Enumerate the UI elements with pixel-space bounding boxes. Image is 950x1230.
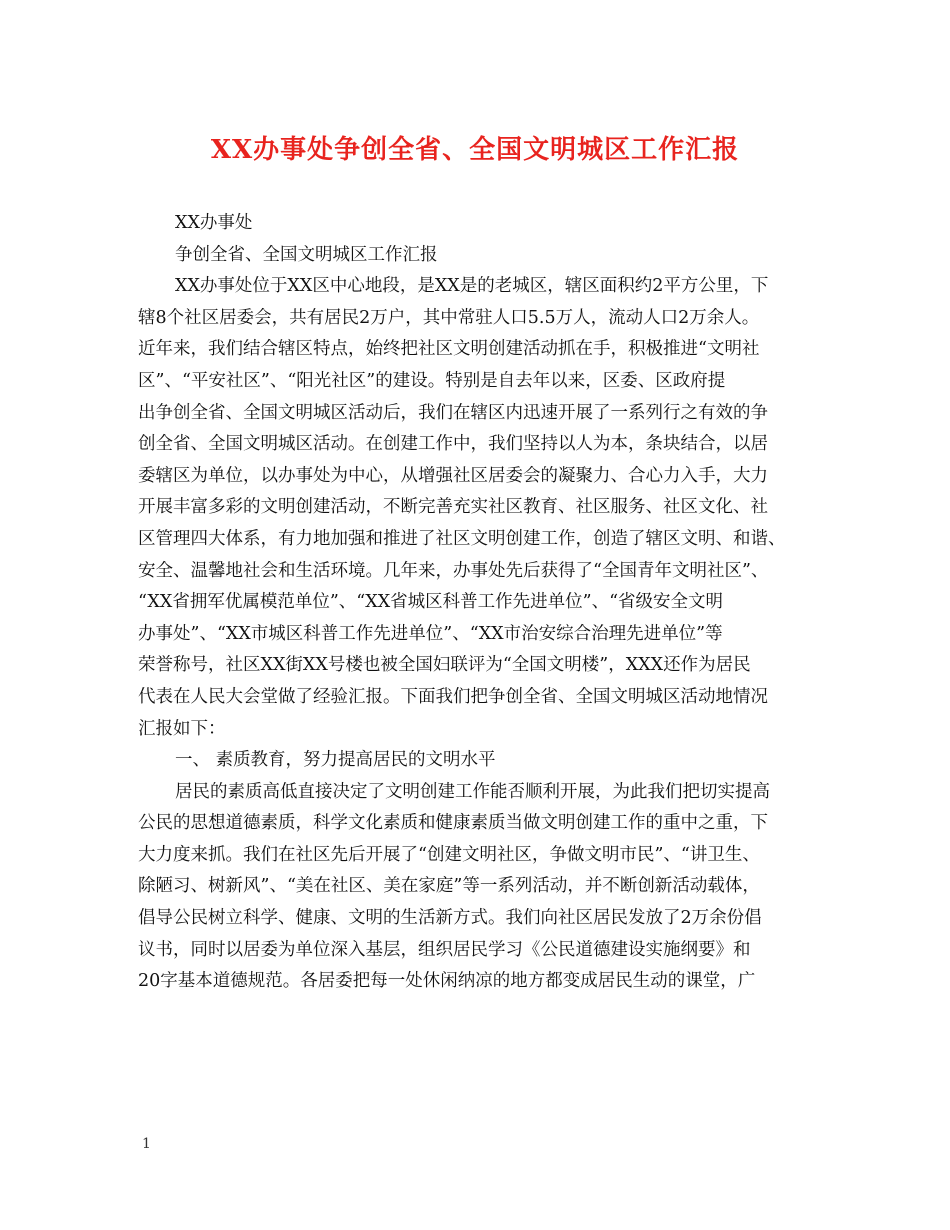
text-line: 汇报如下： <box>138 718 226 739</box>
text-line: 安全、温馨地社会和生活环境。几年来，办事处先后获得了“全国青年文明社区”、 <box>138 560 769 581</box>
text-line: 代表在人民大会堂做了经验汇报。下面我们把争创全省、全国文明城区活动地情况 <box>138 686 768 707</box>
text-line: 除陋习、树新风”、“美在社区、美在家庭”等一系列活动，并不断创新活动载体， <box>138 876 760 897</box>
text-line: 区”、“平安社区”、“阳光社区”的建设。特别是自去年以来，区委、区政府提 <box>138 370 726 391</box>
text-line: 辖8个社区居委会，共有居民2万户，其中常驻人口5.5万人，流动人口2万余人。 <box>138 307 760 328</box>
text-line: 居民的素质高低直接决定了文明创建工作能否顺利开展，为此我们把切实提高 <box>175 781 770 802</box>
text-line: 办事处”、“XX市城区科普工作先进单位”、“XX市治安综合治理先进单位”等 <box>138 623 723 644</box>
text-line: 议书，同时以居委为单位深入基层，组织居民学习《公民道德建设实施纲要》和 <box>138 939 751 960</box>
text-line: XX办事处位于XX区中心地段，是XX是的老城区，辖区面积约2平方公里，下 <box>175 276 769 297</box>
text-line: 争创全省、全国文明城区工作汇报 <box>175 244 438 265</box>
text-line: 出争创全省、全国文明城区活动后，我们在辖区内迅速开展了一系列行之有效的争 <box>138 402 768 423</box>
page-number: 1 <box>142 1136 151 1152</box>
text-line: 大力度来抓。我们在社区先后开展了“创建文明社区，争做文明市民”、“讲卫生、 <box>138 844 760 865</box>
text-line: 开展丰富多彩的文明创建活动，不断完善充实社区教育、社区服务、社区文化、社 <box>138 497 768 518</box>
document-title: XX办事处争创全省、全国文明城区工作汇报 <box>210 135 740 165</box>
text-line: 公民的思想道德素质，科学文化素质和健康素质当做文明创建工作的重中之重，下 <box>138 813 768 834</box>
document-body <box>138 208 822 998</box>
text-line: 委辖区为单位，以办事处为中心，从增强社区居委会的凝聚力、合心力入手，大力 <box>138 465 768 486</box>
text-line: 荣誉称号，社区XX街XX号楼也被全国妇联评为“全国文明楼”，XXX还作为居民 <box>138 655 751 676</box>
text-line: 20字基本道德规范。各居委把每一处休闲纳凉的地方都变成居民生动的课堂，广 <box>138 971 756 992</box>
text-line: 倡导公民树立科学、健康、文明的生活新方式。我们向社区居民发放了2万余份倡 <box>138 908 762 929</box>
text-line: 创全省、全国文明城区活动。在创建工作中，我们坚持以人为本，条块结合，以居 <box>138 434 768 455</box>
text-line: XX办事处 <box>175 213 253 233</box>
text-line: 近年来，我们结合辖区特点，始终把社区文明创建活动抓在手，积极推进“文明社 <box>138 339 760 360</box>
text-line: 一、 素质教育，努力提高居民的文明水平 <box>175 750 496 771</box>
text-line: 区管理四大体系，有力地加强和推进了社区文明创建工作，创造了辖区文明、和谐、 <box>138 528 786 549</box>
text-line: “XX省拥军优属模范单位”、“XX省城区科普工作先进单位”、“省级安全文明 <box>138 592 724 613</box>
